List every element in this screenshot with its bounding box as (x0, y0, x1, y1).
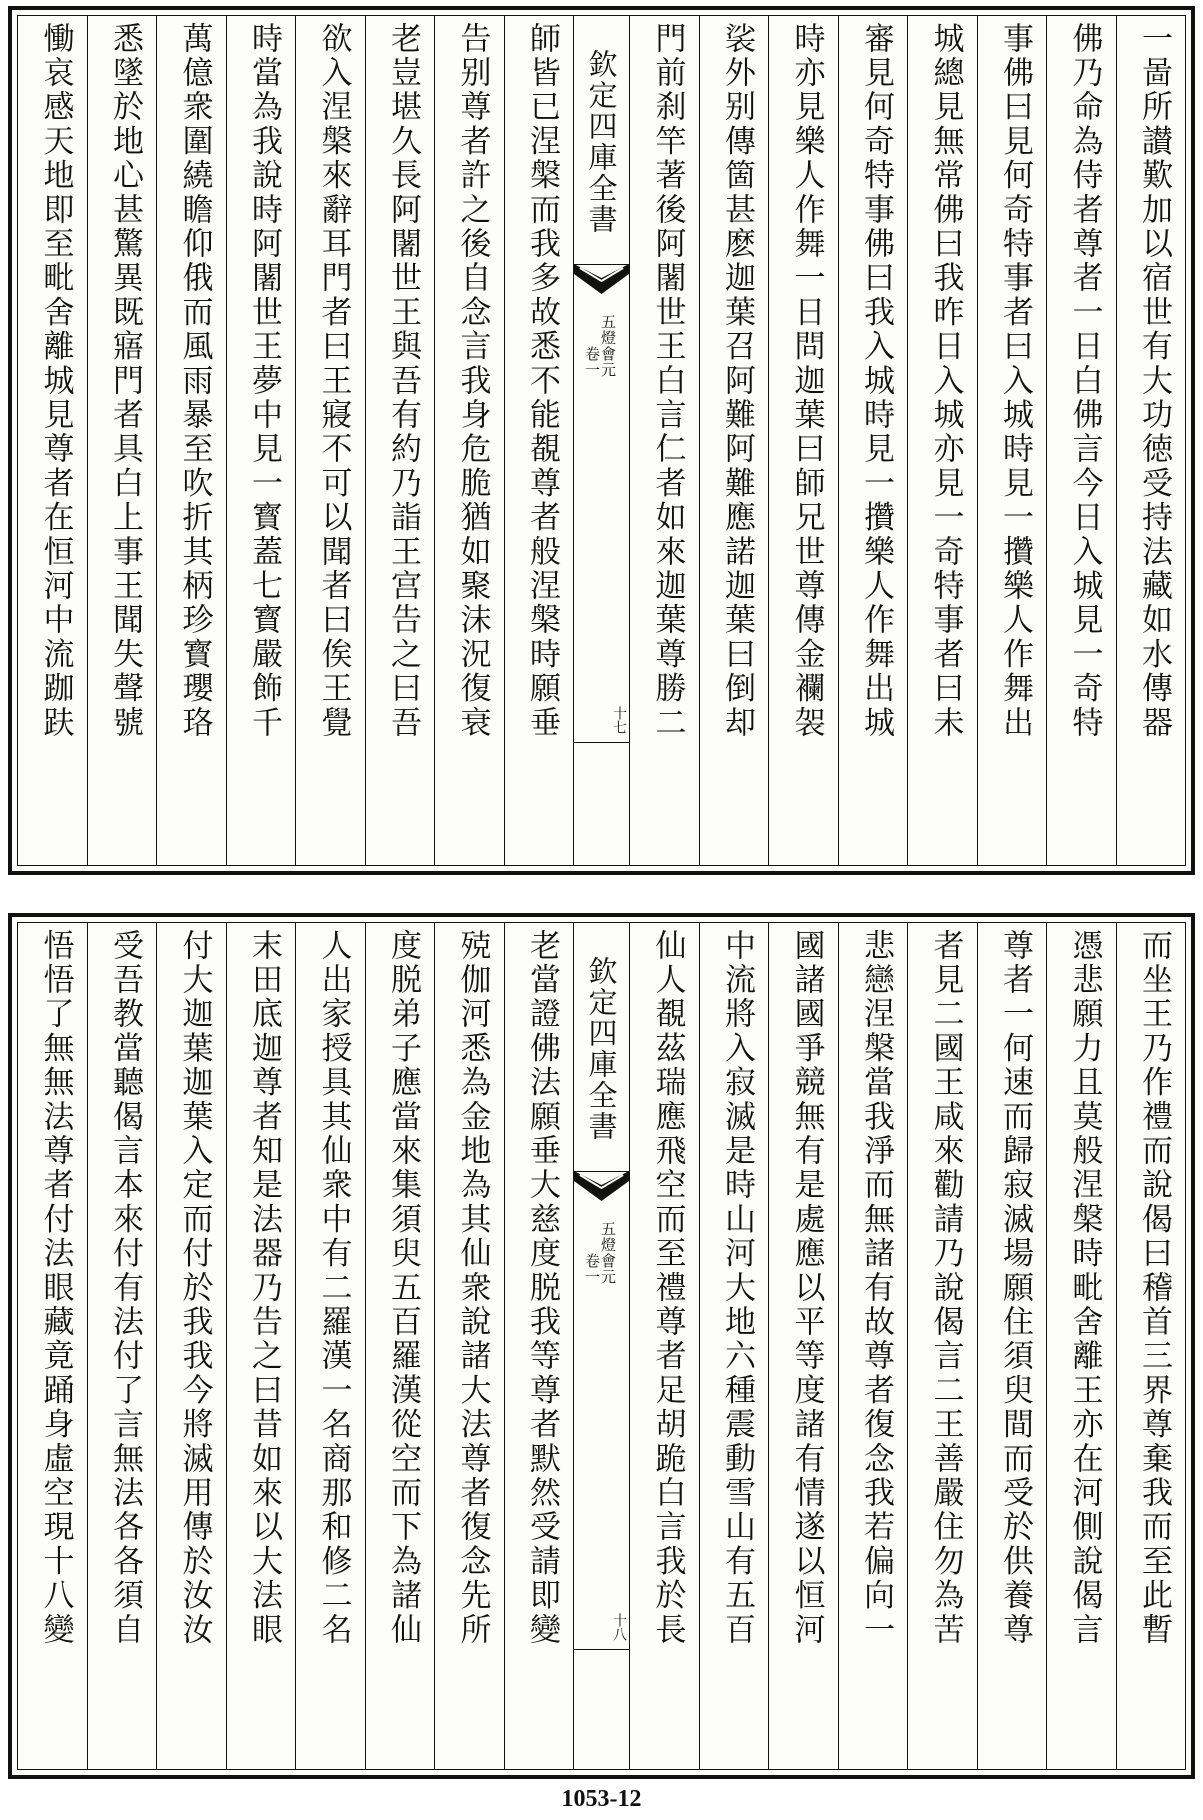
text-column: 門前刹竿著後阿闍世王白言仁者如來迦葉尊勝二 (629, 16, 699, 865)
folio-number: 十七 (611, 706, 627, 734)
text-column: 事佛曰見何奇特事者曰入城時見一攢樂人作舞出 (977, 16, 1047, 865)
text-column: 一啚所讃歎加以宿世有大功徳受持法藏如水傳器 (1116, 16, 1186, 865)
text-column: 欲入涅槃來辭耳門者曰王寢不可以聞者曰俟王覺 (295, 16, 365, 865)
text-column: 悟悟了無無法尊者付法眼藏竟踊身虛空現十八變 (37, 929, 74, 1648)
folio-number: 十八 (611, 1613, 627, 1641)
text-column: 老豈堪久長阿闍世王與吾有約乃詣王宫告之曰吾 (365, 16, 435, 865)
margin-rule (574, 1649, 629, 1650)
text-column: 人出家授具其仙衆中有二羅漢一名商那和修二名 (295, 923, 365, 1769)
text-column: 而坐王乃作禮而說偈曰稽首三界尊棄我而至此暫 (1116, 923, 1186, 1769)
text-column: 告别尊者許之後自念言我身危脆猶如聚沫況復衰 (434, 16, 504, 865)
fish-tail-ornament (574, 262, 629, 296)
text-column: 時當為我說時阿闍世王夢中見一寳蓋七寳嚴飾千 (226, 16, 296, 865)
book-name: 五燈會元 (599, 1221, 617, 1285)
text-column: 審見何奇特事佛曰我入城時見一攢樂人作舞出城 (838, 16, 908, 865)
header-title: 欽定四庫全書 (574, 16, 629, 265)
lower-page (8, 913, 1195, 1779)
book-name: 五燈會元 (599, 314, 617, 378)
text-column: 悉墜於地心甚驚異既寤門者具白上事王聞失聲號 (87, 16, 157, 865)
text-column: 萬億衆圍繞瞻仰俄而風雨暴至吹折其柄珍寳瓔珞 (156, 16, 226, 865)
text-column: 憑悲願力且莫般涅槃時毗舍離王亦在河側說偈言 (1046, 923, 1116, 1769)
text-column: 度脱弟子應當來集須臾五百羅漢從空而下為諸仙 (365, 923, 435, 1769)
header-title: 欽定四庫全書 (574, 923, 629, 1172)
text-column: 付大迦葉迦葉入定而付於我我今將滅用傳於汝汝 (156, 923, 226, 1769)
text-column: 城總見無常佛曰我昨日入城亦見一奇特事者曰未 (907, 16, 977, 865)
text-column: 殑伽河悉為金地為其仙衆說諸大法尊者復念先所 (434, 923, 504, 1769)
lower-page-columns (17, 922, 1186, 1770)
text-column: 老當證佛法願垂大慈度脱我等尊者默然受請即變 (504, 923, 574, 1769)
juan-number: 卷一 (583, 1253, 601, 1285)
text-column: 受吾教當聽偈言本來付有法付了言無法各各須自 (87, 923, 157, 1769)
text-column: 尊者一何速而歸寂滅場願住須臾間而受於供養尊 (977, 923, 1047, 1769)
center-margin (573, 16, 629, 865)
text-column: 末田底迦尊者知是法器乃告之曰昔如來以大法眼 (226, 923, 296, 1769)
text-column: 國諸國爭競無有是處應以平等度諸有情遂以恒河 (768, 923, 838, 1769)
text-column: 佛乃命為侍者尊者一日白佛言今日入城見一奇特 (1046, 16, 1116, 865)
upper-page (8, 6, 1195, 875)
text-column: 中流將入寂滅是時山河大地六種震動雪山有五百 (699, 923, 769, 1769)
text-column: 者見二國王咸來勸請乃說偈言二王善嚴住勿為苦 (907, 923, 977, 1769)
text-column: 慟哀感天地即至毗舍離城見尊者在恒河中流跏趺 (37, 22, 74, 741)
juan-number: 卷一 (583, 346, 601, 378)
fish-tail-ornament (574, 1169, 629, 1203)
text-column: 裟外别傳箇甚麽迦葉召阿難阿難應諾迦葉曰倒却 (699, 16, 769, 865)
text-column: 師皆已涅槃而我多故悉不能覩尊者般涅槃時願垂 (504, 16, 574, 865)
text-column: 仙人覩茲瑞應飛空而至禮尊者足胡跪白言我於長 (629, 923, 699, 1769)
margin-rule (574, 742, 629, 743)
upper-page-columns (17, 15, 1186, 866)
center-margin (573, 923, 629, 1769)
text-column: 悲戀涅槃當我淨而無諸有故尊者復念我若偏向一 (838, 923, 908, 1769)
page-footer-number: 1053-12 (561, 1786, 642, 1812)
text-column: 時亦見樂人作舞一日問迦葉曰師兄世尊傳金襴袈 (768, 16, 838, 865)
